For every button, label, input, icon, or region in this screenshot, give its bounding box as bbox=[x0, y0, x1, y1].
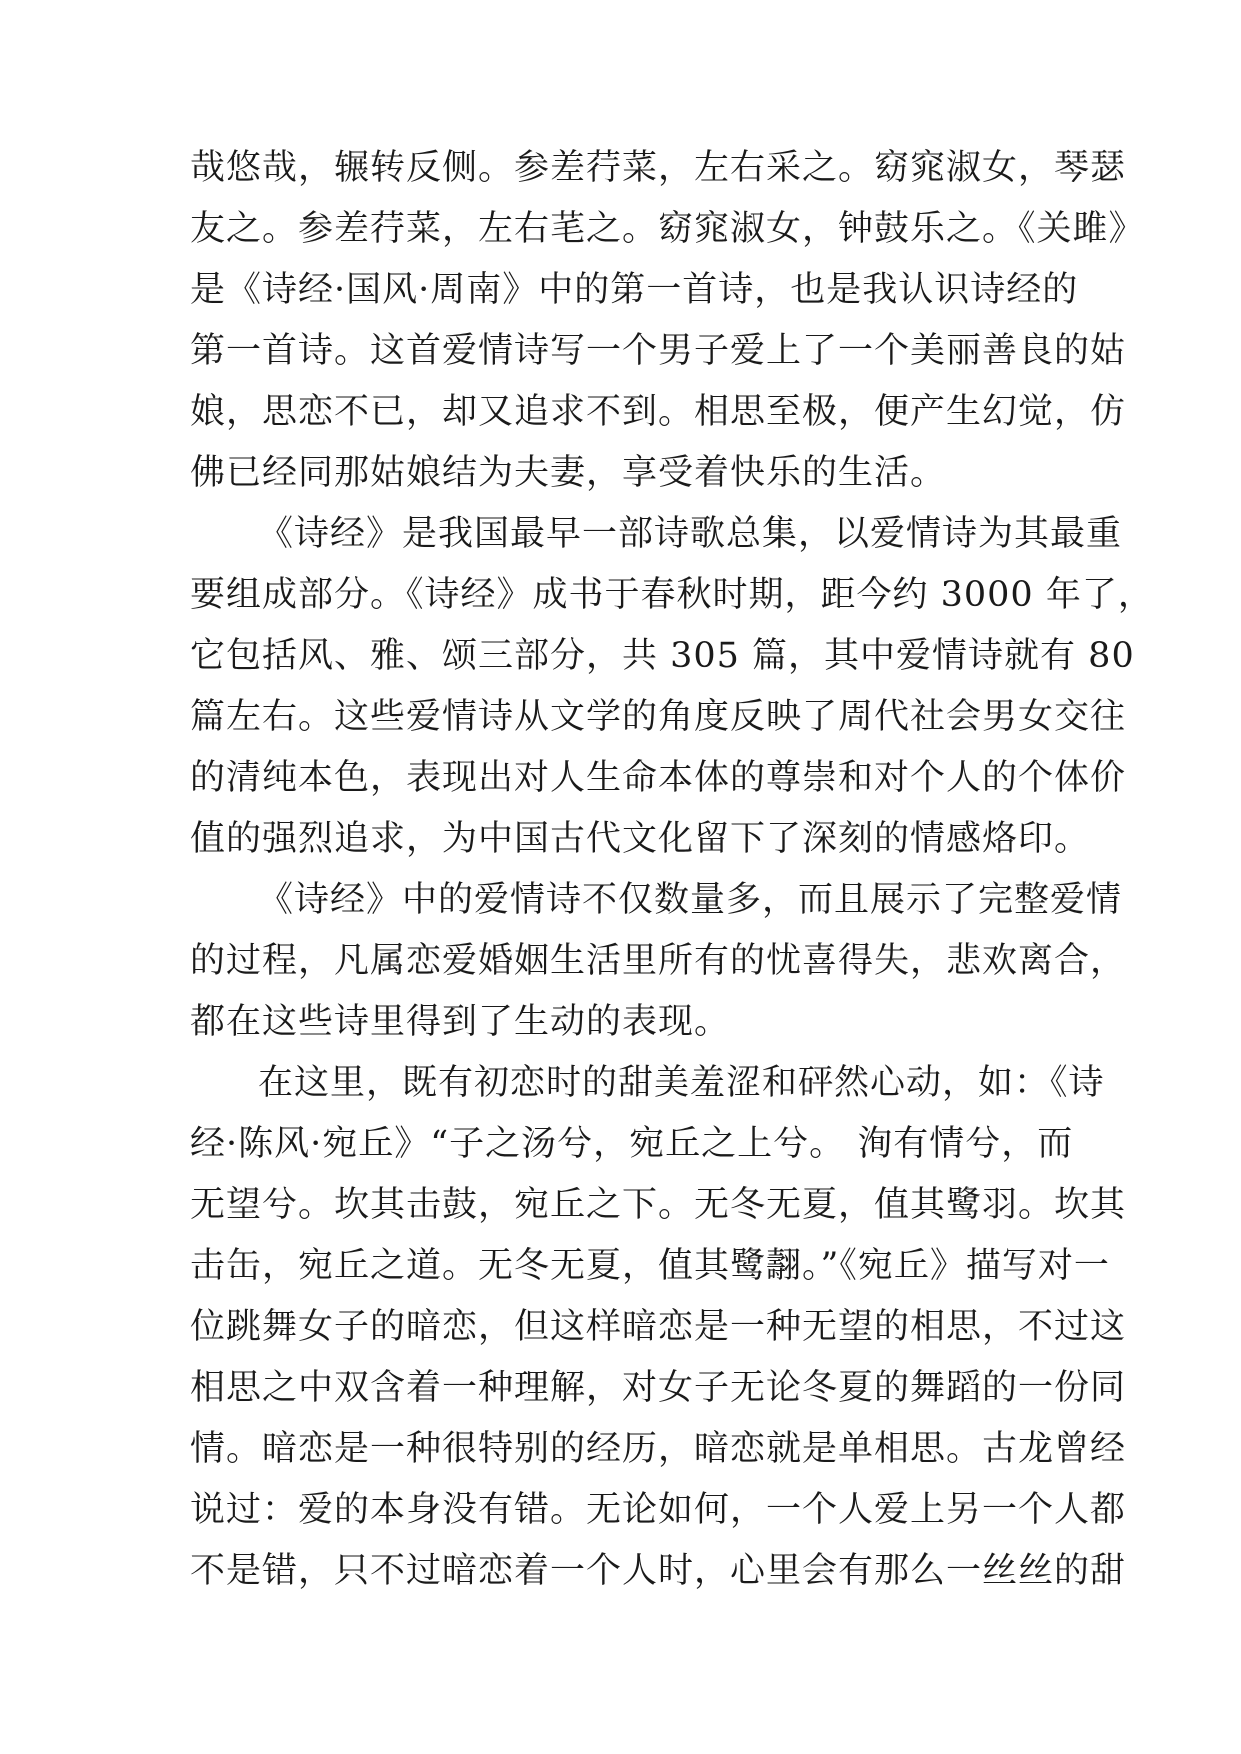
text-line-22: 情。暗恋是一种很特别的经历，暗恋就是单相思。古龙曾经 bbox=[190, 1429, 1127, 1469]
text-line-8: 要组成部分。《诗经》成书于春秋时期，距今约 3000 年了， bbox=[190, 575, 1154, 615]
text-line-21: 相思之中双含着一种理解，对女子无论冬夏的舞蹈的一份同 bbox=[190, 1368, 1127, 1408]
text-line-12: 值的强烈追求，为中国古代文化留下了深刻的情感烙印。 bbox=[190, 819, 1091, 859]
text-line-10: 篇左右。这些爱情诗从文学的角度反映了周代社会男女交往 bbox=[190, 697, 1127, 737]
text-line-3: 是《诗经·国风·周南》中的第一首诗，也是我认识诗经的 bbox=[190, 270, 1079, 310]
text-line-9: 它包括风、雅、颂三部分，共 305 篇，其中爱情诗就有 80 bbox=[190, 636, 1135, 676]
text-line-14: 的过程，凡属恋爱婚姻生活里所有的忧喜得失，悲欢离合， bbox=[190, 941, 1127, 981]
text-line-19: 击缶，宛丘之道。无冬无夏，值其鹭翿。”《宛丘》描写对一 bbox=[190, 1246, 1110, 1286]
text-line-6: 佛已经同那姑娘结为夫妻，享受着快乐的生活。 bbox=[190, 453, 947, 493]
text-line-5: 娘，思恋不已，却又追求不到。相思至极，便产生幻觉，仿 bbox=[190, 392, 1127, 432]
text-line-2: 友之。参差荇菜，左右芼之。窈窕淑女，钟鼓乐之。《关雎》 bbox=[190, 209, 1145, 249]
text-line-18: 无望兮。坎其击鼓，宛丘之下。无冬无夏，值其鹭羽。坎其 bbox=[190, 1185, 1127, 1225]
text-line-20: 位跳舞女子的暗恋，但这样暗恋是一种无望的相思，不过这 bbox=[190, 1307, 1127, 1347]
text-line-16: 在这里，既有初恋时的甜美羞涩和砰然心动，如：《诗 bbox=[258, 1063, 1105, 1103]
text-line-11: 的清纯本色，表现出对人生命本体的尊崇和对个人的个体价 bbox=[190, 758, 1127, 798]
text-line-23: 说过：爱的本身没有错。无论如何，一个人爱上另一个人都 bbox=[190, 1490, 1127, 1530]
text-line-13: 《诗经》中的爱情诗不仅数量多，而且展示了完整爱情 bbox=[258, 880, 1123, 920]
text-line-15: 都在这些诗里得到了生动的表现。 bbox=[190, 1002, 731, 1042]
text-line-1: 哉悠哉，辗转反侧。参差荇菜，左右采之。窈窕淑女，琴瑟 bbox=[190, 148, 1127, 188]
text-line-4: 第一首诗。这首爱情诗写一个男子爱上了一个美丽善良的姑 bbox=[190, 331, 1127, 371]
text-line-7: 《诗经》是我国最早一部诗歌总集，以爱情诗为其最重 bbox=[258, 514, 1123, 554]
text-line-24: 不是错，只不过暗恋着一个人时，心里会有那么一丝丝的甜 bbox=[190, 1551, 1127, 1591]
text-line-17: 经·陈风·宛丘》“子之汤兮，宛丘之上兮。 洵有情兮，而 bbox=[190, 1124, 1074, 1164]
